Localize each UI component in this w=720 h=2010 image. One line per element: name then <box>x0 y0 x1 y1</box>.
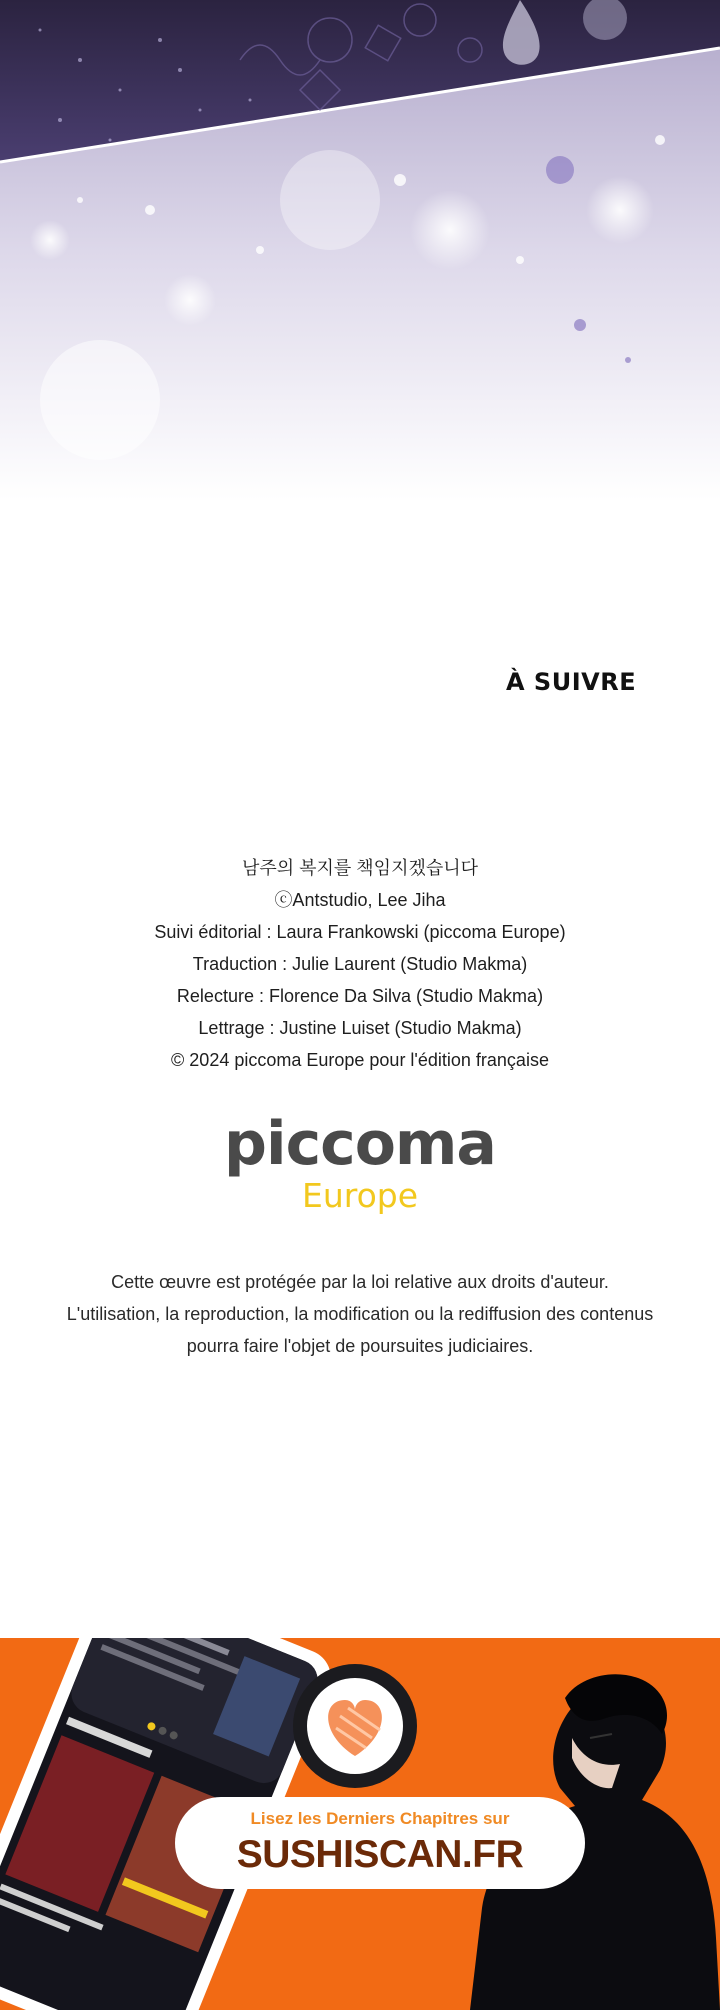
credits-proofreading: Relecture : Florence Da Silva (Studio Makma) <box>176 986 544 1006</box>
credits-edition-copyright: © 2024 piccoma Europe pour l'édition française <box>171 1050 549 1070</box>
legal-line-2: L'utilisation, la reproduction, la modification ou la rediffusion des contenus <box>66 1304 654 1324</box>
credits-translation: Traduction : Julie Laurent (Studio Makma) <box>192 954 528 974</box>
legal-line-3: pourra faire l'objet de poursuites judiciaires. <box>186 1336 534 1356</box>
credits-lettering: Lettrage : Justine Luiset (Studio Makma) <box>198 1018 522 1038</box>
sushiscan-banner[interactable] <box>0 1638 720 2010</box>
credits-original-title: 남주의 복지를 책임지겠습니다 <box>241 858 479 878</box>
top-artwork <box>0 0 720 500</box>
cta-site-name[interactable]: SUSHISCAN.FR <box>236 1833 524 1876</box>
sushiscan-cta[interactable] <box>175 1797 585 1889</box>
legal-line-1: Cette œuvre est protégée par la loi relative aux droits d'auteur. <box>111 1272 609 1292</box>
credits-editorial: Suivi éditorial : Laura Frankowski (piccoma Europe) <box>154 922 566 942</box>
credits-block <box>0 852 720 1076</box>
credits-copyright-studio: ⓒAntstudio, Lee Jiha <box>274 890 446 910</box>
cta-tagline: Lisez les Derniers Chapitres sur <box>250 1809 510 1828</box>
to-be-continued-label: À SUIVRE <box>506 668 637 696</box>
logo-wordmark: piccoma <box>224 1109 496 1179</box>
copyright-notice <box>0 1266 720 1362</box>
sushi-roll-icon <box>293 1664 417 1788</box>
piccoma-europe-logo <box>0 1108 720 1216</box>
logo-region: Europe <box>301 1176 419 1215</box>
